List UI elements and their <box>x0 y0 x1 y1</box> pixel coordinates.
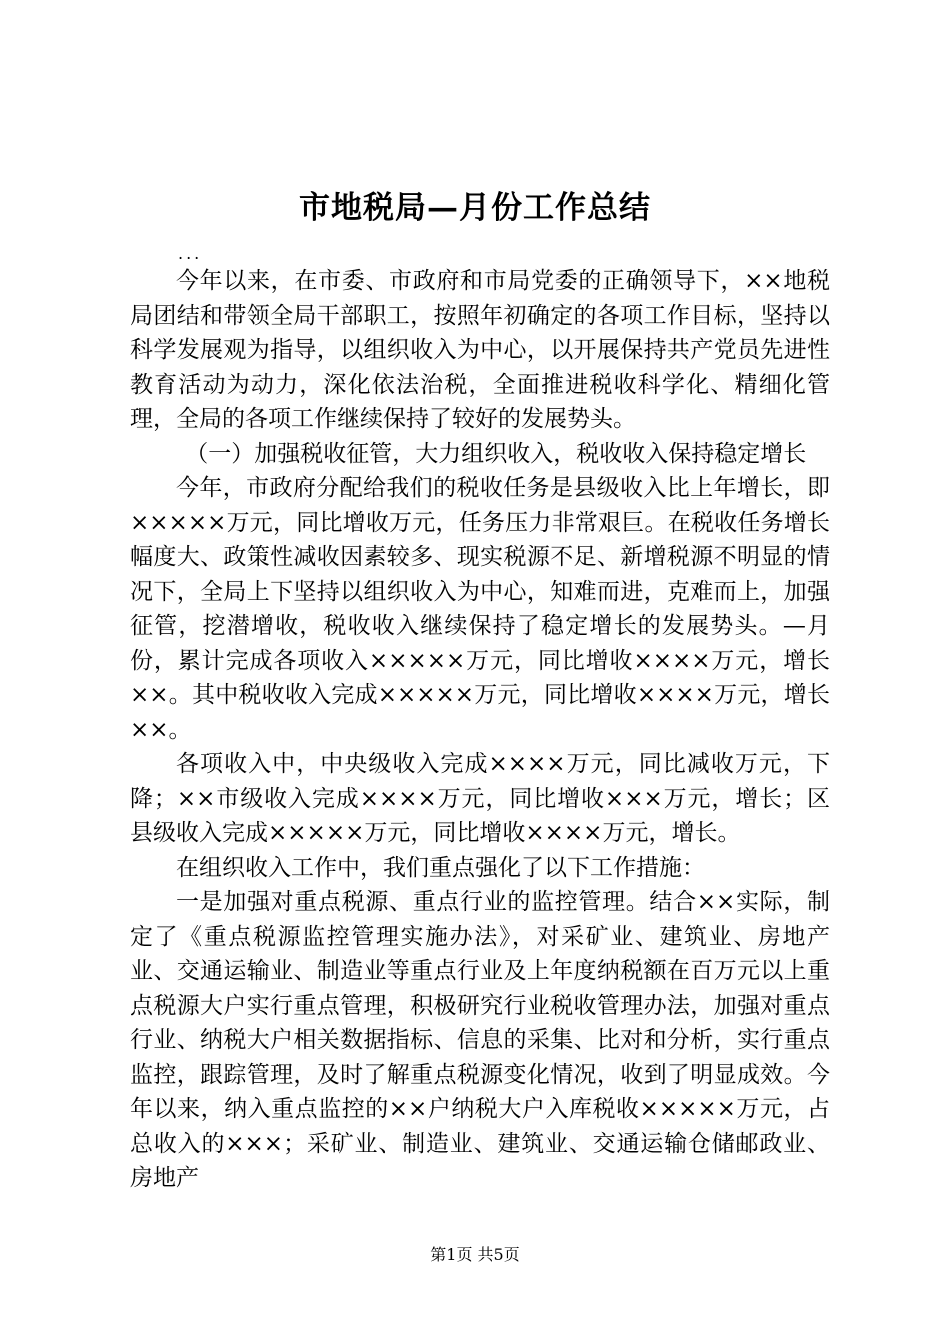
document-body <box>130 264 830 1196</box>
paragraph-measures-intro: 在组织收入工作中，我们重点强化了以下工作措施： <box>176 854 705 881</box>
ellipsis-mark: ... <box>178 244 203 263</box>
section-heading: （一）加强税收征管，大力组织收入，税收收入保持稳定增长 <box>185 440 807 467</box>
paragraph-revenue-breakdown: 各项收入中，中央级收入完成××××万元，同比减收万元，下降；××市级收入完成××××万元，同比增收×××万元，增长；区县级收入完成×××××万元，同比增收××××万元，增长。 <box>130 751 830 846</box>
paragraph-measure-one: 一是加强对重点税源、重点行业的监控管理。结合××实际，制定了《重点税源监控管理实施办法》，对采矿业、建筑业、房地产业、交通运输业、制造业等重点行业及上年度纳税额在百万元以上重点税源大户实行重点管理，积极研究行业税收管理办法，加强对重点行业、纳税大户相关数据指标、信息的采集、比对和分析，实行重点监控，跟踪管理，及时了解重点税源变化情况，收到了明显成效。今年以来，纳入重点监控的××户纳税大户入库税收×××××万元，占总收入的×××；采矿业、制造业、建筑业、交通运输仓储邮政业、房地产 <box>130 889 830 1191</box>
paragraph-revenue-task: 今年，市政府分配给我们的税收任务是县级收入比上年增长，即×××××万元，同比增收万元，任务压力非常艰巨。在税收任务增长幅度大、政策性减收因素较多、现实税源不足、新增税源不明显的情况下，全局上下坚持以组织收入为中心，知难而进，克难而上，加强征管，挖潜增收，税收收入继续保持了稳定增长的发展势头。—月份，累计完成各项收入×××××万元，同比增收××××万元，增长××。其中税收收入完成×××××万元，同比增收××××万元，增长××。 <box>130 475 830 743</box>
document-title: 市地税局—月份工作总结 <box>299 190 651 226</box>
paragraph-intro: 今年以来，在市委、市政府和市局党委的正确领导下，××地税局团结和带领全局干部职工，按照年初确定的各项工作目标，坚持以科学发展观为指导，以组织收入为中心，以开展保持共产党员先进性教育活动为动力，深化依法治税，全面推进税收科学化、精细化管理，全局的各项工作继续保持了较好的发展势头。 <box>130 268 830 432</box>
page-footer: 第1页 共5页 <box>430 1245 520 1264</box>
